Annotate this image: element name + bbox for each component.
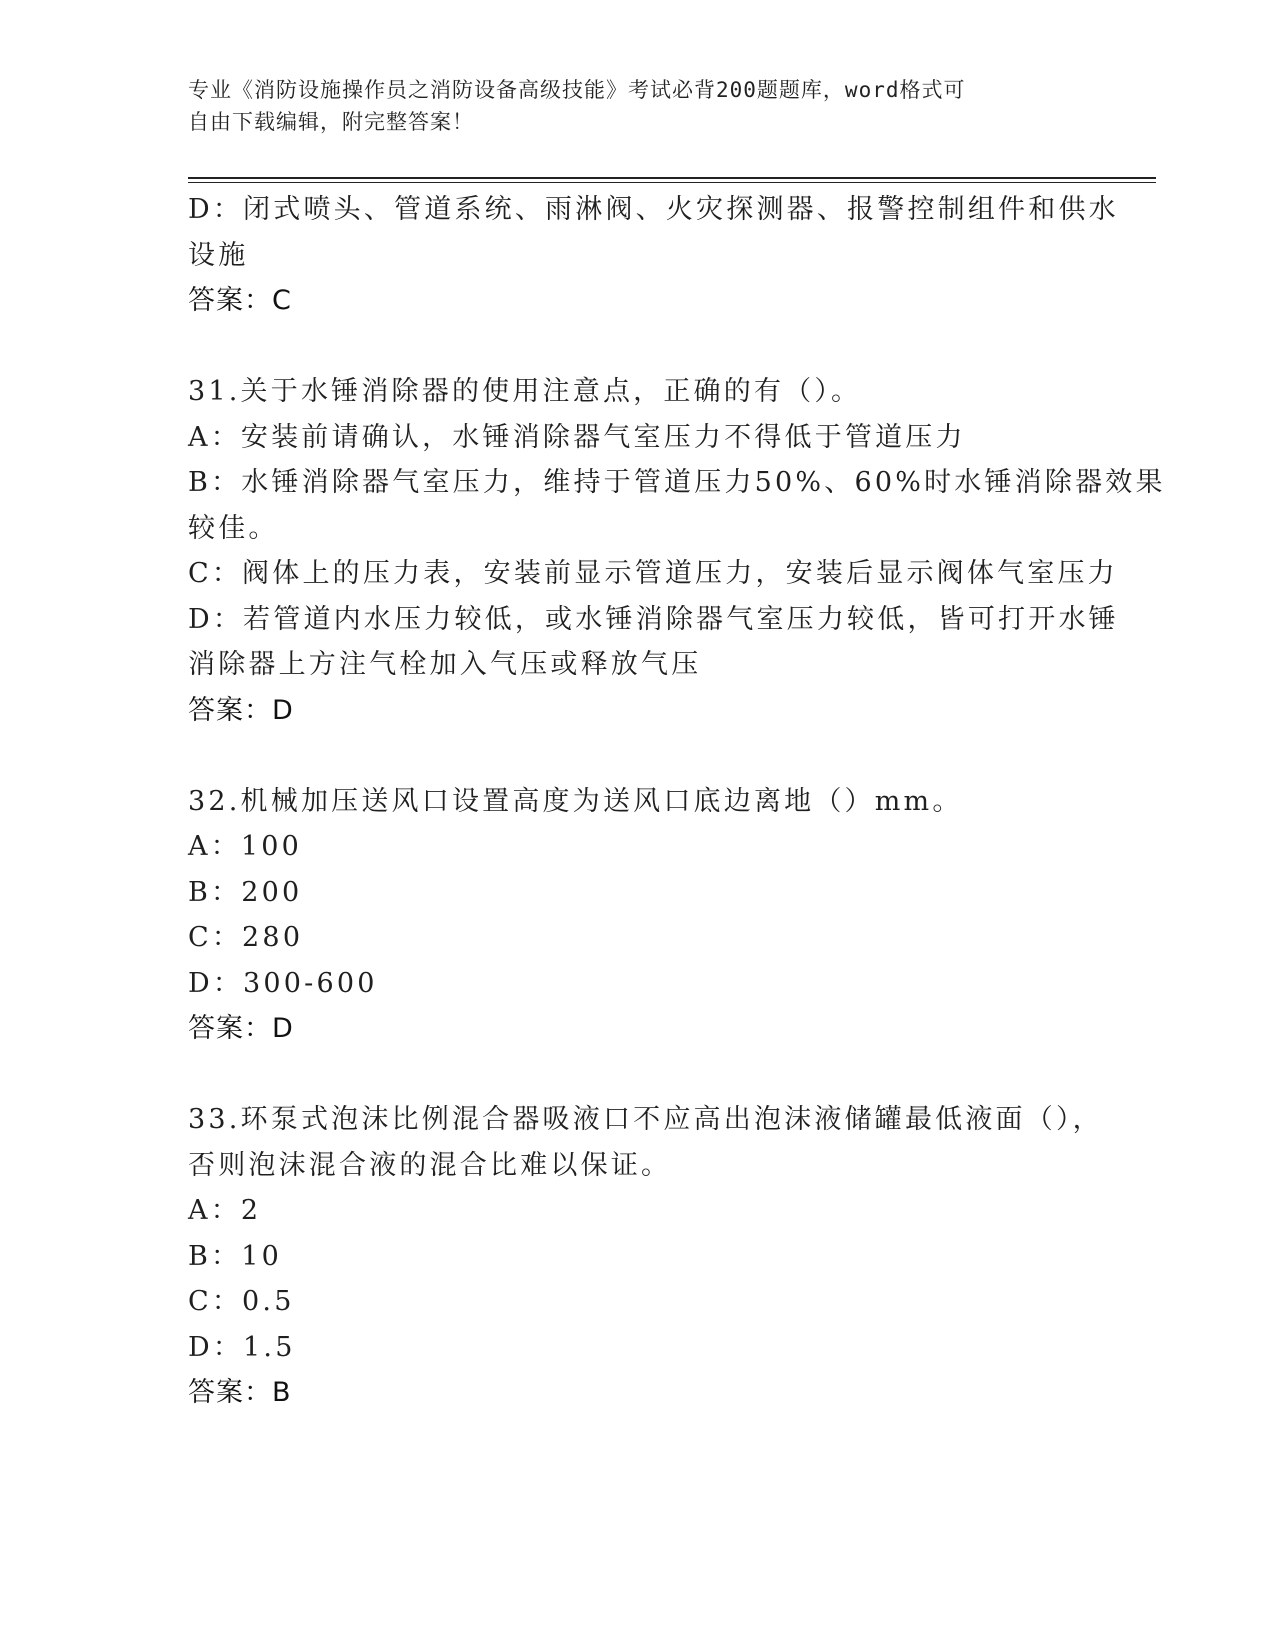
header-title-line-1: 专业《消防设施操作员之消防设备高级技能》考试必背200题题库，word格式可 bbox=[188, 78, 966, 102]
spacer bbox=[188, 324, 1088, 370]
option-c: C：280 bbox=[188, 922, 304, 953]
header-title-line-2: 自由下载编辑，附完整答案！ bbox=[188, 110, 474, 134]
option-c: C：阀体上的压力表，安装前显示管道压力，安装后显示阀体气室压力 bbox=[188, 558, 1118, 589]
answer-line: 答案：C bbox=[188, 285, 292, 316]
option-a: A：安装前请确认，水锤消除器气室压力不得低于管道压力 bbox=[188, 421, 966, 453]
option-b: B：10 bbox=[188, 1240, 282, 1272]
option-b: B：200 bbox=[188, 876, 303, 908]
question-31 bbox=[188, 369, 1166, 733]
header-divider-thick bbox=[188, 177, 1156, 179]
option-a: A：2 bbox=[188, 1195, 262, 1226]
spacer bbox=[188, 733, 1088, 779]
header-divider-thin bbox=[188, 182, 1156, 183]
question-stem: 31.关于水锤消除器的使用注意点，正确的有（）。 bbox=[188, 376, 862, 407]
option-b-line-1: B：水锤消除器气室压力，维持于管道压力50%、60%时水锤消除器效果 bbox=[188, 467, 1166, 498]
spacer bbox=[188, 1052, 1088, 1098]
question-30-tail bbox=[188, 187, 1119, 324]
question-content bbox=[188, 187, 1166, 1416]
answer-line: 答案：D bbox=[188, 1013, 294, 1044]
question-32 bbox=[188, 779, 1088, 1052]
option-d-line-2: 设施 bbox=[188, 239, 249, 271]
question-stem-line-2: 否则泡沫混合液的混合比难以保证。 bbox=[188, 1149, 672, 1181]
option-d-line-1: D：若管道内水压力较低，或水锤消除器气室压力较低，皆可打开水锤 bbox=[188, 603, 1119, 635]
answer-line: 答案：D bbox=[188, 694, 294, 726]
option-c: C：0.5 bbox=[188, 1286, 295, 1317]
option-d: D：300-600 bbox=[188, 967, 378, 999]
option-b-line-2: 较佳。 bbox=[188, 512, 279, 544]
answer-line: 答案：B bbox=[188, 1377, 292, 1408]
question-33 bbox=[188, 1097, 1103, 1416]
question-stem: 32.机械加压送风口设置高度为送风口底边离地（）mm。 bbox=[188, 785, 963, 817]
question-stem-line-1: 33.环泵式泡沫比例混合器吸液口不应高出泡沫液储罐最低液面（）， bbox=[188, 1104, 1103, 1135]
option-d-line-1: D：闭式喷头、管道系统、雨淋阀、火灾探测器、报警控制组件和供水 bbox=[188, 194, 1119, 225]
option-d: D：1.5 bbox=[188, 1331, 296, 1363]
option-d-line-2: 消除器上方注气栓加入气压或释放气压 bbox=[188, 649, 702, 680]
document-header bbox=[188, 74, 1068, 138]
option-a: A：100 bbox=[188, 831, 303, 862]
